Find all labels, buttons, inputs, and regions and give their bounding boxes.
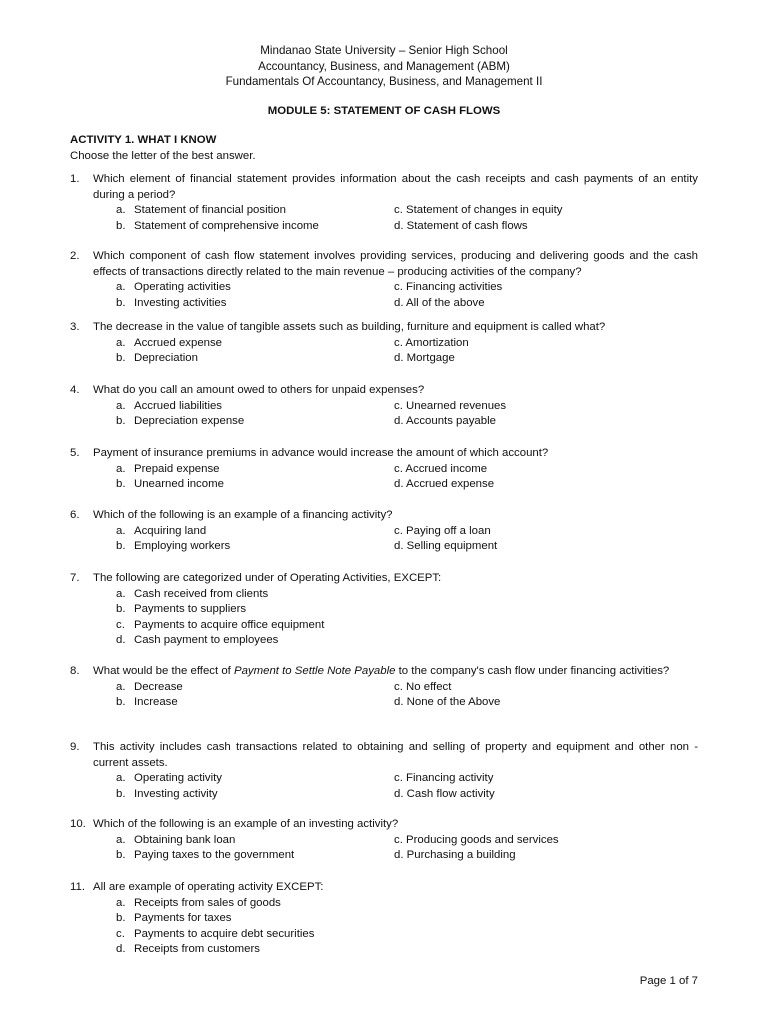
option-a: Accrued liabilities xyxy=(134,399,222,412)
option-d: d. None of the Above xyxy=(394,696,501,708)
option-a: Decrease xyxy=(134,680,183,693)
question-options xyxy=(116,771,698,802)
option-c: c. Financing activity xyxy=(394,772,494,784)
option-letter: d. xyxy=(116,634,126,646)
option-letter: c. xyxy=(116,927,125,940)
question-3 xyxy=(70,320,698,367)
activity-heading xyxy=(70,133,698,164)
question-number: 1. xyxy=(70,173,80,185)
question-options xyxy=(116,680,698,711)
question-number: 11. xyxy=(70,881,85,893)
option-letter: a. xyxy=(116,204,126,216)
option-a: Acquiring land xyxy=(134,524,207,537)
option-c: Payments to acquire office equipment xyxy=(134,618,325,631)
question-text: The following are categorized under of Operating Activities, EXCEPT: xyxy=(93,572,442,584)
option-letter: a. xyxy=(116,680,126,693)
question-number: 9. xyxy=(70,741,80,753)
option-a: Operating activities xyxy=(134,281,231,293)
option-letter: b. xyxy=(116,219,126,232)
option-d: d. Accrued expense xyxy=(394,478,495,490)
option-letter: a. xyxy=(116,336,126,349)
option-letter: c. xyxy=(116,618,125,631)
question-number: 2. xyxy=(70,250,80,262)
header-school: Mindanao State University – Senior High School xyxy=(260,44,508,57)
option-c: c. Paying off a loan xyxy=(394,524,491,537)
option-c: c. Accrued income xyxy=(394,462,488,475)
question-options xyxy=(116,587,698,649)
question-options xyxy=(116,203,698,234)
option-d: d. Accounts payable xyxy=(394,415,496,427)
question-number: 4. xyxy=(70,384,80,396)
question-7 xyxy=(70,571,698,649)
question-text: Which component of cash flow statement involves providing services, producing and delivering goods and the cash effects of transactions directly related to the main revenue – producing activities of the company? xyxy=(93,250,698,278)
option-c: c. Producing goods and services xyxy=(394,833,559,846)
option-letter: b. xyxy=(116,603,126,615)
option-b: Paying taxes to the government xyxy=(134,849,295,861)
option-letter: b. xyxy=(116,415,126,427)
option-d: Cash payment to employees xyxy=(134,634,279,646)
activity-instruction: Choose the letter of the best answer. xyxy=(70,149,256,162)
option-c: c. Financing activities xyxy=(394,281,503,293)
option-letter: b. xyxy=(116,696,126,708)
question-text: Payment of insurance premiums in advance would increase the amount of which account? xyxy=(93,447,549,459)
document-header xyxy=(0,43,768,90)
option-a: Receipts from sales of goods xyxy=(134,896,281,909)
option-letter: a. xyxy=(116,833,126,846)
option-b: Investing activity xyxy=(134,787,218,800)
option-a: Cash received from clients xyxy=(134,587,269,600)
option-letter: b. xyxy=(116,787,126,800)
question-text: All are example of operating activity EXCEPT: xyxy=(93,881,324,893)
question-5 xyxy=(70,446,698,493)
option-b: Increase xyxy=(134,696,178,708)
page-number: Page 1 of 7 xyxy=(639,975,698,987)
question-text-emphasis: Payment to Settle Note Payable xyxy=(234,665,396,677)
question-options xyxy=(116,462,698,493)
question-9 xyxy=(70,740,698,802)
option-d: d. Selling equipment xyxy=(394,540,498,552)
question-text: What do you call an amount owed to others for unpaid expenses? xyxy=(93,384,425,396)
option-b: Depreciation expense xyxy=(134,415,245,427)
option-letter: a. xyxy=(116,896,126,909)
question-8 xyxy=(70,664,698,711)
option-c: Payments to acquire debt securities xyxy=(134,927,315,940)
question-options xyxy=(116,896,698,958)
option-a: Accrued expense xyxy=(134,336,223,349)
option-b: Payments for taxes xyxy=(134,912,232,924)
header-strand: Accountancy, Business, and Management (ABM) xyxy=(258,59,510,73)
option-d: d. All of the above xyxy=(394,296,485,309)
question-2 xyxy=(70,249,698,311)
option-letter: b. xyxy=(116,849,126,861)
question-number: 6. xyxy=(70,509,80,521)
question-text-start: What would be the effect of xyxy=(93,665,234,677)
option-letter: a. xyxy=(116,772,126,784)
option-c: c. Statement of changes in equity xyxy=(394,204,563,216)
option-letter: b. xyxy=(116,352,126,364)
question-1 xyxy=(70,172,698,234)
question-text xyxy=(93,664,698,680)
option-a: Prepaid expense xyxy=(134,462,220,475)
option-letter: b. xyxy=(116,478,126,490)
question-options xyxy=(116,336,698,367)
option-letter: b. xyxy=(116,912,126,924)
option-d: d. Mortgage xyxy=(394,352,455,364)
question-number: 8. xyxy=(70,665,80,677)
option-letter: a. xyxy=(116,462,126,475)
option-c: c. No effect xyxy=(394,680,452,693)
option-c: c. Unearned revenues xyxy=(394,399,507,412)
option-letter: a. xyxy=(116,399,126,412)
question-options xyxy=(116,524,698,555)
question-options xyxy=(116,280,698,311)
question-text: Which of the following is an example of an investing activity? xyxy=(93,818,399,830)
option-d: Receipts from customers xyxy=(134,943,260,955)
header-subject: Fundamentals Of Accountancy, Business, and Management II xyxy=(225,75,543,88)
question-text-end: to the company's cash flow under financing activities? xyxy=(395,665,670,677)
question-options xyxy=(116,833,698,864)
question-number: 7. xyxy=(70,572,80,584)
option-b: Depreciation xyxy=(134,352,198,364)
option-c: c. Amortization xyxy=(394,336,469,349)
option-letter: b. xyxy=(116,296,126,309)
option-b: Unearned income xyxy=(134,478,224,490)
option-b: Investing activities xyxy=(134,296,227,309)
question-text: Which of the following is an example of a financing activity? xyxy=(93,509,393,521)
option-letter: d. xyxy=(116,943,126,955)
option-b: Statement of comprehensive income xyxy=(134,219,319,232)
option-letter: b. xyxy=(116,540,126,552)
question-6 xyxy=(70,508,698,555)
question-4 xyxy=(70,383,698,430)
question-text: The decrease in the value of tangible assets such as building, furniture and equipment is called what? xyxy=(93,321,606,333)
option-b: Employing workers xyxy=(134,540,231,552)
activity-title: ACTIVITY 1. WHAT I KNOW xyxy=(70,134,217,146)
option-letter: a. xyxy=(116,524,126,537)
question-number: 5. xyxy=(70,447,80,459)
option-b: Payments to suppliers xyxy=(134,603,247,615)
question-options xyxy=(116,399,698,430)
option-d: d. Purchasing a building xyxy=(394,849,516,861)
option-a: Obtaining bank loan xyxy=(134,833,236,846)
option-letter: a. xyxy=(116,587,126,600)
option-d: d. Cash flow activity xyxy=(394,787,495,800)
option-letter: a. xyxy=(116,281,126,293)
option-d: d. Statement of cash flows xyxy=(394,219,528,232)
module-title: MODULE 5: STATEMENT OF CASH FLOWS xyxy=(267,105,501,117)
question-11 xyxy=(70,880,698,958)
question-text: Which element of financial statement provides information about the cash receipts and cash payments of an entity during a period? xyxy=(93,173,698,201)
question-10 xyxy=(70,817,698,864)
question-number: 10. xyxy=(70,818,86,830)
option-a: Operating activity xyxy=(134,772,222,784)
question-number: 3. xyxy=(70,321,80,333)
option-a: Statement of financial position xyxy=(134,204,286,216)
question-text: This activity includes cash transactions related to obtaining and selling of property and equipment and other non - current assets. xyxy=(93,741,698,769)
